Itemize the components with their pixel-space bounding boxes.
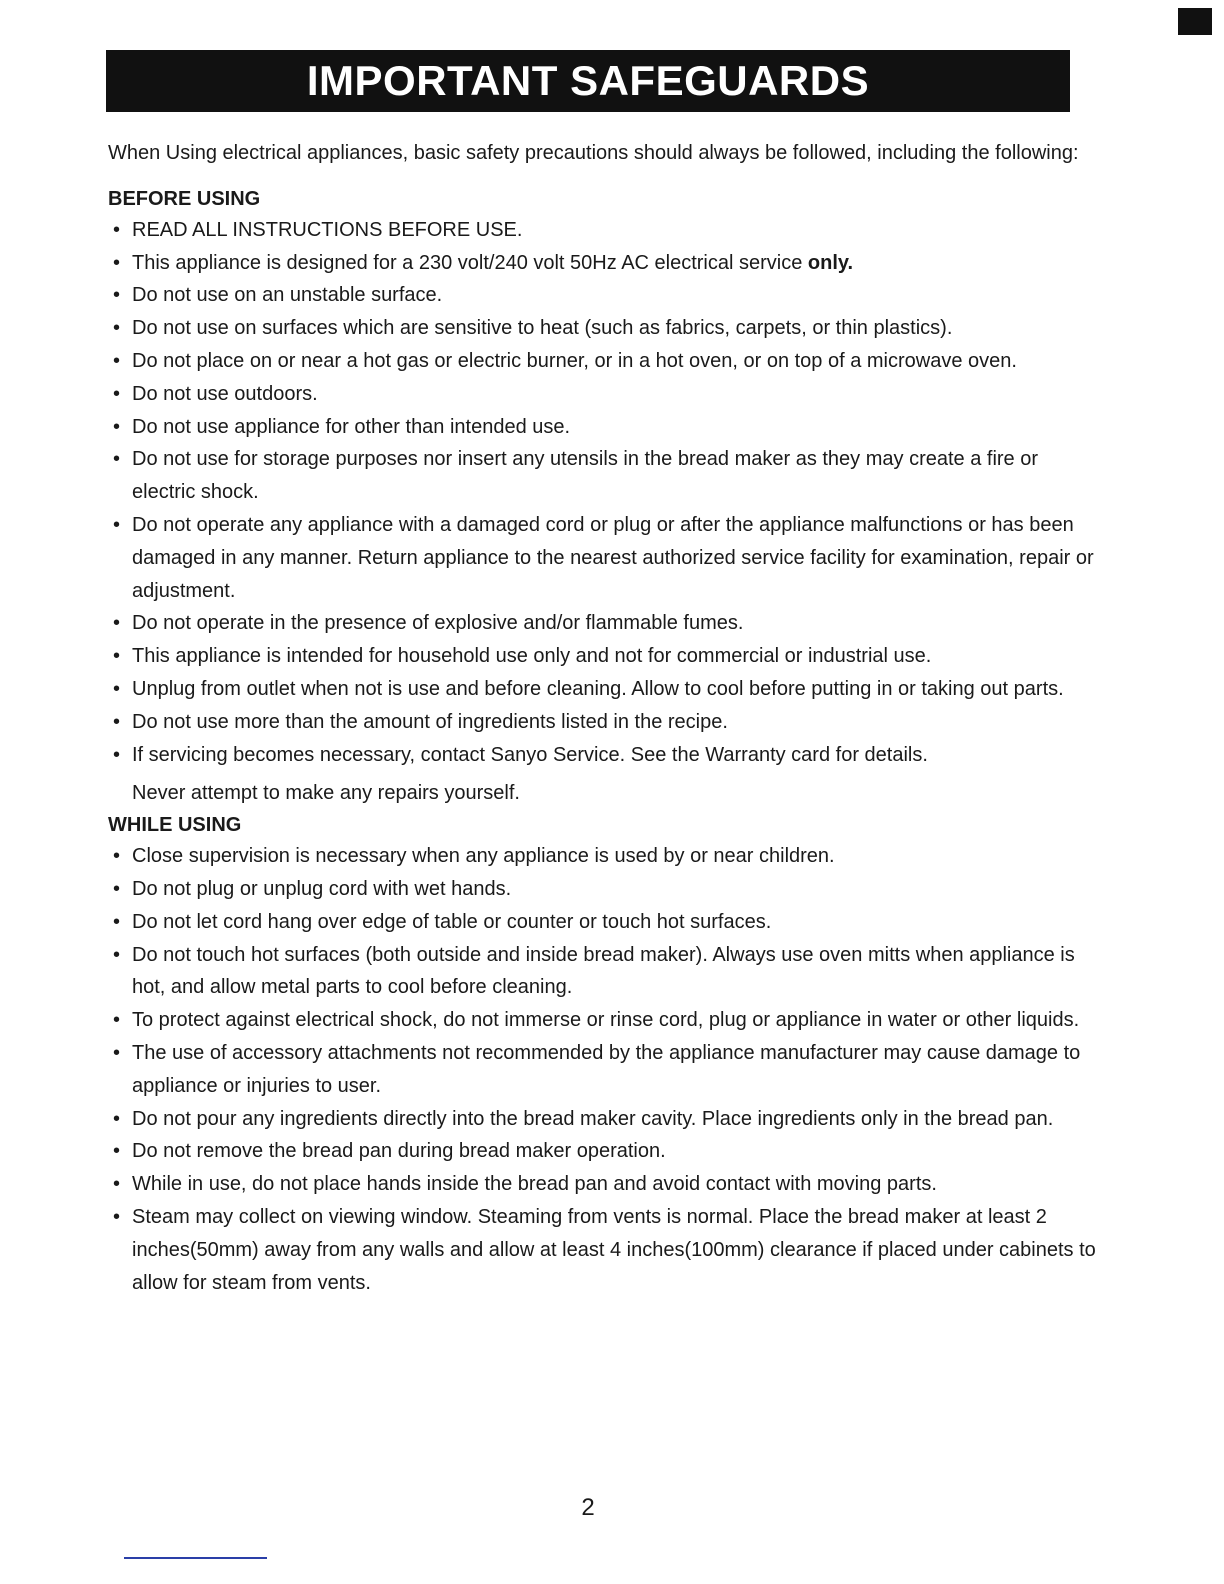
- list-item: • Do not use on surfaces which are sensitive to heat (such as fabrics, carpets, or thin plastics).: [108, 312, 1098, 345]
- list-item: • Do not touch hot surfaces (both outside and inside bread maker). Always use oven mitts when appliance is hot, and allow metal parts to cool before cleaning.: [108, 939, 1098, 1005]
- list-item: • This appliance is intended for household use only and not for commercial or industrial use.: [108, 640, 1098, 673]
- page-title: IMPORTANT SAFEGUARDS: [306, 57, 870, 104]
- list-item: • Do not use appliance for other than intended use.: [108, 411, 1098, 444]
- list-item: • Steam may collect on viewing window. Steaming from vents is normal. Place the bread maker at least 2 inches(50mm) away from any walls and allow at least 4 inches(100mm) clearance if placed under cabinets to allow for steam from vents.: [108, 1201, 1098, 1299]
- list-item: • Do not use more than the amount of ingredients listed in the recipe.: [108, 706, 1098, 739]
- before-using-heading: BEFORE USING: [108, 187, 261, 210]
- repairs-note: Never attempt to make any repairs yourself.: [132, 782, 520, 805]
- title-banner: [106, 50, 1070, 112]
- list-item: • Do not place on or near a hot gas or electric burner, or in a hot oven, or on top of a microwave oven.: [108, 345, 1098, 378]
- list-item: • Do not remove the bread pan during bread maker operation.: [108, 1135, 1098, 1168]
- list-item: • The use of accessory attachments not recommended by the appliance manufacturer may cause damage to appliance or injuries to user.: [108, 1037, 1098, 1103]
- corner-tab-mark: [1178, 8, 1212, 35]
- list-item: • READ ALL INSTRUCTIONS BEFORE USE.: [108, 214, 1098, 247]
- list-item: • While in use, do not place hands inside the bread pan and avoid contact with moving parts.: [108, 1168, 1098, 1201]
- list-item: • Do not operate any appliance with a damaged cord or plug or after the appliance malfunctions or has been damaged in any manner. Return appliance to the nearest authorized service facility for examination, repair or adjustment.: [108, 509, 1098, 607]
- list-item: • Do not operate in the presence of explosive and/or flammable fumes.: [108, 607, 1098, 640]
- list-item: • Do not use for storage purposes nor insert any utensils in the bread maker as they may create a fire or electric shock.: [108, 443, 1098, 509]
- list-item-text: This appliance is designed for a 230 volt/240 volt 50Hz AC electrical service: [132, 251, 803, 274]
- emphasis-word: only.: [807, 251, 854, 274]
- list-item: • To protect against electrical shock, do not immerse or rinse cord, plug or appliance in water or other liquids.: [108, 1004, 1098, 1037]
- list-item: • Unplug from outlet when not is use and before cleaning. Allow to cool before putting in or taking out parts.: [108, 673, 1098, 706]
- list-item: • Do not let cord hang over edge of table or counter or touch hot surfaces.: [108, 906, 1098, 939]
- list-item: • Close supervision is necessary when any appliance is used by or near children.: [108, 840, 1098, 873]
- list-item: • Do not use outdoors.: [108, 378, 1098, 411]
- page-number: 2: [581, 1494, 595, 1521]
- list-item: • Do not use on an unstable surface.: [108, 279, 1098, 312]
- list-item: [108, 247, 1098, 280]
- intro-paragraph: When Using electrical appliances, basic safety precautions should always be followed, including the following:: [108, 142, 1079, 164]
- list-item: • Do not pour any ingredients directly into the bread maker cavity. Place ingredients only in the bread pan.: [108, 1103, 1098, 1136]
- before-using-list: [108, 214, 1098, 772]
- footer-rule: [124, 1557, 267, 1559]
- list-item: • Do not plug or unplug cord with wet hands.: [108, 873, 1098, 906]
- safeguards-content: [108, 137, 1098, 1299]
- while-using-heading: WHILE USING: [108, 814, 242, 837]
- while-using-list: [108, 840, 1098, 1299]
- list-item: • If servicing becomes necessary, contact Sanyo Service. See the Warranty card for details.: [108, 739, 1098, 772]
